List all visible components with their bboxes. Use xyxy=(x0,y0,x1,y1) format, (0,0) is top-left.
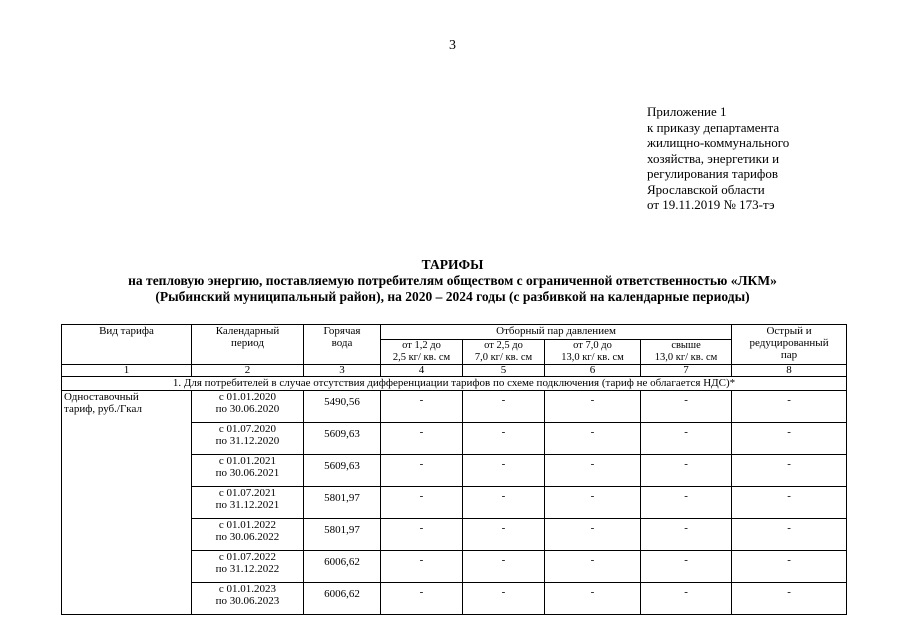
empty-value: - xyxy=(641,423,732,455)
empty-value: - xyxy=(381,487,463,519)
period-from: с 01.01.2021 xyxy=(218,455,277,467)
period-to: по 30.06.2021 xyxy=(215,467,280,479)
page-number: 3 xyxy=(449,38,456,53)
empty-value: - xyxy=(381,391,463,423)
empty-value: - xyxy=(381,455,463,487)
appendix-line: хозяйства, энергетики и xyxy=(647,150,780,166)
header-steam-group: Отборный пар давлением xyxy=(381,325,732,340)
header-row xyxy=(62,325,847,340)
empty-value: - xyxy=(381,583,463,615)
empty-value: - xyxy=(641,487,732,519)
title-heading: ТАРИФЫ xyxy=(421,257,484,272)
period-cell xyxy=(192,423,304,455)
period-from: с 01.07.2020 xyxy=(218,423,277,435)
hot-water-value: 6006,62 xyxy=(304,583,381,615)
column-number-row xyxy=(62,365,847,377)
column-number: 4 xyxy=(381,365,463,377)
title-line-1: на тепловую энергию, поставляемую потребителям обществом с ограниченной ответственностью «ЛКМ» xyxy=(128,273,777,288)
column-number: 1 xyxy=(62,365,192,377)
appendix-line: от 19.11.2019 № 173-тэ xyxy=(647,197,775,212)
empty-value: - xyxy=(545,487,641,519)
hot-water-value: 5801,97 xyxy=(304,519,381,551)
empty-value: - xyxy=(545,391,641,423)
empty-value: - xyxy=(381,551,463,583)
row-label-line: тариф, руб./Гкал xyxy=(64,403,142,415)
empty-value: - xyxy=(463,583,545,615)
period-to: по 30.06.2022 xyxy=(215,531,280,543)
hot-water-value: 6006,62 xyxy=(304,551,381,583)
empty-value: - xyxy=(732,391,847,423)
tariff-table-body xyxy=(62,325,847,615)
period-cell xyxy=(192,583,304,615)
appendix-line: Приложение 1 xyxy=(647,104,727,119)
header-steam-col: от 1,2 до 2,5 кг/ кв. см xyxy=(381,340,463,365)
column-number: 5 xyxy=(463,365,545,377)
section-title: 1. Для потребителей в случае отсутствия дифференциации тарифов по схеме подключения (тариф не облагается НДС)* xyxy=(62,377,847,391)
period-cell xyxy=(192,455,304,487)
period-from: с 01.01.2023 xyxy=(218,583,277,595)
section-row xyxy=(62,377,847,391)
header-steam-col: свыше 13,0 кг/ кв. см xyxy=(641,340,732,365)
empty-value: - xyxy=(641,455,732,487)
empty-value: - xyxy=(732,487,847,519)
empty-value: - xyxy=(545,583,641,615)
period-cell xyxy=(192,519,304,551)
header-steam-col: от 7,0 до 13,0 кг/ кв. см xyxy=(545,340,641,365)
table-row xyxy=(62,391,847,423)
appendix-block xyxy=(647,104,887,213)
empty-value: - xyxy=(463,391,545,423)
empty-value: - xyxy=(732,583,847,615)
empty-value: - xyxy=(545,455,641,487)
header-hot-water: Горячая вода xyxy=(304,325,381,365)
row-label-line: Одноставочный xyxy=(64,391,139,403)
header-period: Календарный период xyxy=(192,325,304,365)
period-from: с 01.01.2022 xyxy=(218,519,277,531)
header-sharp-steam: Острый и редуцированный пар xyxy=(732,325,847,365)
empty-value: - xyxy=(732,455,847,487)
period-from: с 01.07.2022 xyxy=(218,551,277,563)
empty-value: - xyxy=(381,519,463,551)
empty-value: - xyxy=(641,583,732,615)
period-to: по 30.06.2023 xyxy=(215,595,280,607)
row-label xyxy=(62,391,192,615)
empty-value: - xyxy=(641,391,732,423)
period-cell xyxy=(192,551,304,583)
empty-value: - xyxy=(545,519,641,551)
empty-value: - xyxy=(545,423,641,455)
appendix-line: жилищно-коммунального xyxy=(647,135,790,150)
empty-value: - xyxy=(641,551,732,583)
empty-value: - xyxy=(732,423,847,455)
document-title xyxy=(0,257,905,305)
column-number: 6 xyxy=(545,365,641,377)
empty-value: - xyxy=(463,551,545,583)
appendix-line: Ярославской области xyxy=(647,181,765,197)
appendix-line: к приказу департамента xyxy=(647,119,780,135)
period-to: по 31.12.2021 xyxy=(215,499,280,511)
appendix-line: регулирования тарифов xyxy=(647,166,778,181)
column-number: 3 xyxy=(304,365,381,377)
hot-water-value: 5801,97 xyxy=(304,487,381,519)
empty-value: - xyxy=(463,423,545,455)
empty-value: - xyxy=(732,519,847,551)
empty-value: - xyxy=(463,487,545,519)
empty-value: - xyxy=(732,551,847,583)
header-steam-col: от 2,5 до 7,0 кг/ кв. см xyxy=(463,340,545,365)
empty-value: - xyxy=(463,455,545,487)
column-number: 2 xyxy=(192,365,304,377)
hot-water-value: 5609,63 xyxy=(304,423,381,455)
column-number: 8 xyxy=(732,365,847,377)
empty-value: - xyxy=(463,519,545,551)
empty-value: - xyxy=(381,423,463,455)
period-to: по 30.06.2020 xyxy=(215,403,280,415)
title-line-2: (Рыбинский муниципальный район), на 2020 – 2024 годы (с разбивкой на календарные периоды) xyxy=(155,289,750,304)
hot-water-value: 5609,63 xyxy=(304,455,381,487)
period-to: по 31.12.2022 xyxy=(215,563,280,575)
period-from: с 01.01.2020 xyxy=(218,391,277,403)
column-number: 7 xyxy=(641,365,732,377)
period-cell xyxy=(192,391,304,423)
empty-value: - xyxy=(545,551,641,583)
period-from: с 01.07.2021 xyxy=(218,487,277,499)
period-cell xyxy=(192,487,304,519)
empty-value: - xyxy=(641,519,732,551)
hot-water-value: 5490,56 xyxy=(304,391,381,423)
tariff-table xyxy=(61,324,847,615)
header-tariff-type: Вид тарифа xyxy=(62,325,192,365)
period-to: по 31.12.2020 xyxy=(215,435,280,447)
